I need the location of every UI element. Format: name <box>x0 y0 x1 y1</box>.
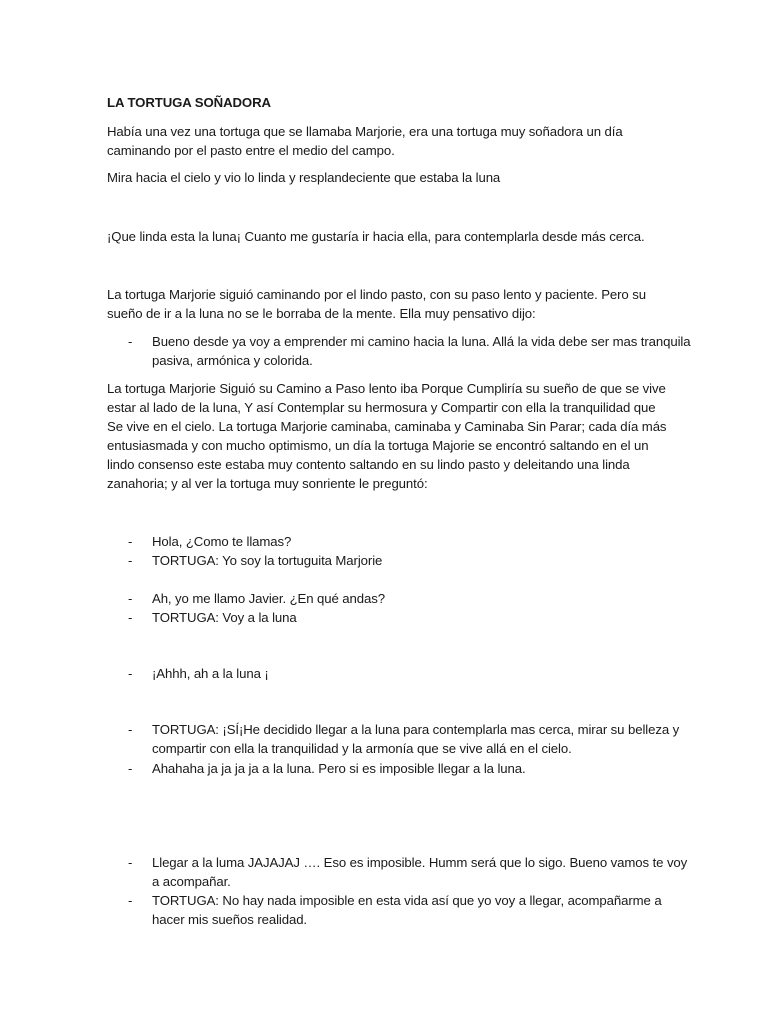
paragraph-journey: La tortuga Marjorie Siguió su Camino a Paso lento iba Porque Cumpliría su sueño de que se vive estar al lado de la luna, Y así Contemplar su hermosura y Compartir con ella la tranquilidad que Se vive en el cielo. La tortuga Marjorie caminaba, caminaba y Caminaba Sin Parar; cada día más entusiasmada y con mucho optimismo, un día la tortuga Majorie se encontró saltando en el un lindo consenso este estaba muy contento saltando en su lindo pasto y deleitando una linda zanahoria; y al ver la tortuga muy sonriente le preguntó: <box>107 381 667 491</box>
bullet-dash: - <box>128 610 133 625</box>
paragraph-moon-view: Mira hacia el cielo y vio lo linda y resplandeciente que estaba la luna <box>107 170 501 185</box>
paragraph-walking: La tortuga Marjorie siguió caminando por el lindo pasto, con su paso lento y paciente. Pero su sueño de ir a la luna no se le borraba de la mente. Ella muy pensativo dijo: <box>107 287 646 321</box>
paragraph-exclamation: ¡Que linda esta la luna¡ Cuanto me gustaría ir hacia ella, para contemplarla desde más cerca. <box>107 229 645 244</box>
bullet-dash: - <box>128 855 133 870</box>
dialogue-line: TORTUGA: No hay nada imposible en esta vida así que yo voy a llegar, acompañarme a hacer mis sueños realidad. <box>152 893 662 927</box>
dialogue-line: Ahahaha ja ja ja ja a la luna. Pero si es imposible llegar a la luna. <box>152 761 526 776</box>
list-item: Bueno desde ya voy a emprender mi camino hacia la luna. Allá la vida debe ser mas tranquila pasiva, armónica y colorida. <box>152 334 691 368</box>
bullet-dash: - <box>128 534 133 549</box>
bullet-dash: - <box>128 334 133 349</box>
dialogue-line: TORTUGA: Voy a la luna <box>152 610 297 625</box>
dialogue-line: Llegar a la luma JAJAJAJ …. Eso es imposible. Humm será que lo sigo. Bueno vamos te voy a acompañar. <box>152 855 688 889</box>
dialogue-line: TORTUGA: ¡SÍ¡He decidido llegar a la luna para contemplarla mas cerca, mirar su belleza y compartir con ella la tranquilidad y la armonía que se vive allá en el cielo. <box>152 722 680 756</box>
dialogue-line: TORTUGA: Yo soy la tortuguita Marjorie <box>152 553 383 568</box>
document-title: LA TORTUGA SOÑADORA <box>107 95 271 110</box>
bullet-dash: - <box>128 591 133 606</box>
dialogue-line: ¡Ahhh, ah a la luna ¡ <box>152 666 269 681</box>
bullet-dash: - <box>128 553 133 568</box>
bullet-dash: - <box>128 722 133 737</box>
bullet-dash: - <box>128 666 133 681</box>
paragraph-intro: Había una vez una tortuga que se llamaba Marjorie, era una tortuga muy soñadora un día caminando por el pasto entre el medio del campo. <box>107 124 623 158</box>
dialogue-line: Hola, ¿Como te llamas? <box>152 534 292 549</box>
dialogue-line: Ah, yo me llamo Javier. ¿En qué andas? <box>152 591 385 606</box>
bullet-dash: - <box>128 893 133 908</box>
bullet-dash: - <box>128 761 133 776</box>
